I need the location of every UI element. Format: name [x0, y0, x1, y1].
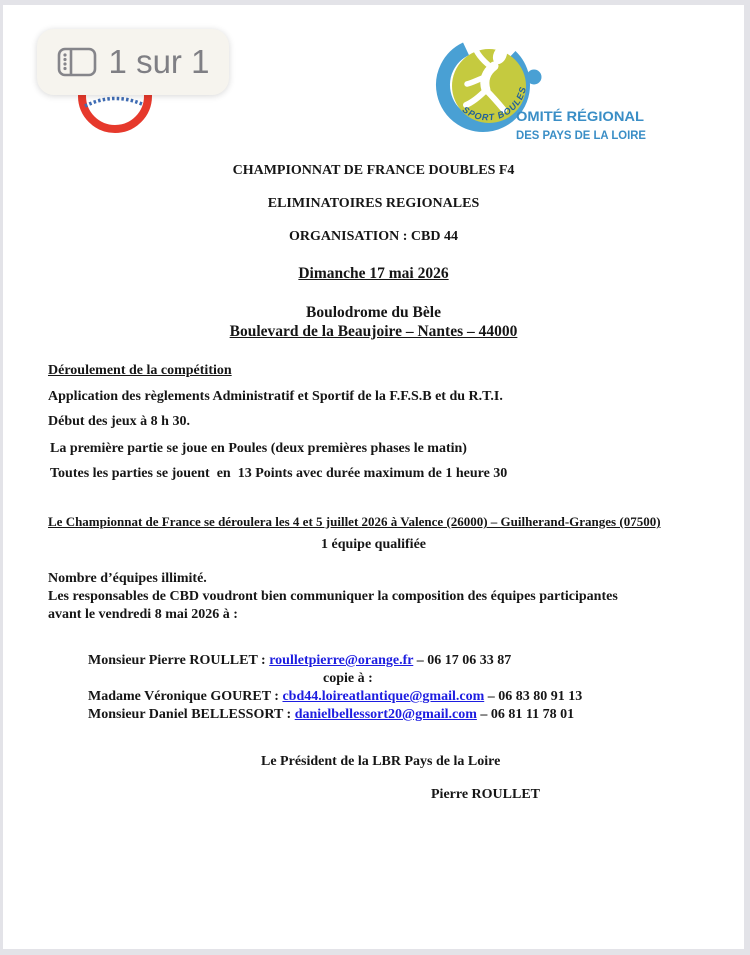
doc-title-line2: ELIMINATOIRES REGIONALES — [267, 196, 480, 211]
rule-line-3: La première partie se joue en Poules (deux premières phases le matin) — [50, 441, 467, 456]
logo-arc-text: SPORT BOULES — [460, 85, 529, 123]
teams-line-2: Les responsables de CBD voudront bien communiquer la composition des équipes participantes — [48, 589, 618, 604]
copy-to-line: copie à : — [323, 671, 373, 686]
logo-blue-dot — [527, 70, 542, 85]
comite-regional-logo-graphic — [433, 13, 653, 153]
rule-line-4: Toutes les parties se jouent en 13 Points avec durée maximum de 1 heure 30 — [50, 466, 508, 481]
teams-line-1: Nombre d’équipes illimité. — [48, 571, 207, 586]
page-indicator[interactable] — [37, 29, 229, 95]
signature-title: Le Président de la LBR Pays de la Loire — [261, 754, 501, 769]
page-indicator-label: 1 sur 1 — [108, 43, 210, 80]
rule-line-2: Début des jeux à 8 h 30. — [48, 414, 190, 429]
signature-name: Pierre ROULLET — [431, 787, 541, 802]
contact-1-label: Monsieur Pierre ROULLET : — [88, 653, 270, 668]
venue-address: Boulevard de la Beaujoire – Nantes – 44000 — [229, 323, 518, 340]
contact-3-phone: – 06 81 11 78 01 — [476, 707, 575, 722]
doc-title-line1: CHAMPIONNAT DE FRANCE DOUBLES F4 — [232, 163, 515, 178]
logo-wordmark-line1: OMITÉ RÉGIONAL — [516, 108, 645, 124]
contact-line-1 — [88, 653, 511, 670]
contact-3-email-link[interactable]: danielbellessort20@gmail.com — [294, 707, 477, 722]
contact-2-email-link[interactable]: cbd44.loireatlantique@gmail.com — [282, 689, 485, 704]
doc-title-line3: ORGANISATION : CBD 44 — [289, 229, 458, 244]
contact-line-3 — [88, 707, 574, 724]
contact-1-phone: – 06 17 06 33 87 — [413, 653, 512, 668]
section-heading: Déroulement de la compétition — [48, 363, 232, 378]
championship-line: Le Championnat de France se déroulera les 4 et 5 juillet 2026 à Valence (26000) – Guilherand-Granges (07500) — [48, 514, 661, 529]
venue-name: Boulodrome du Bèle — [306, 304, 441, 321]
event-date: Dimanche 17 mai 2026 — [298, 265, 449, 282]
contact-2-label: Madame Véronique GOURET : — [88, 689, 283, 704]
contact-line-2 — [88, 689, 582, 706]
logo-wordmark-line2: DES PAYS DE LA LOIRE — [516, 130, 647, 142]
document-page — [3, 5, 744, 949]
qualified-line: 1 équipe qualifiée — [320, 537, 426, 552]
contact-2-phone: – 06 83 80 91 13 — [484, 689, 583, 704]
contact-3-label: Monsieur Daniel BELLESSORT : — [88, 707, 295, 722]
teams-line-3: avant le vendredi 8 mai 2026 à : — [48, 607, 238, 622]
comite-regional-logo — [433, 13, 653, 158]
contact-1-email-link[interactable]: roulletpierre@orange.fr — [269, 653, 414, 668]
rule-line-1: Application des règlements Administratif et Sportif de la F.F.S.B et du R.T.I. — [48, 389, 503, 404]
sidebar-pages-icon — [57, 46, 97, 78]
